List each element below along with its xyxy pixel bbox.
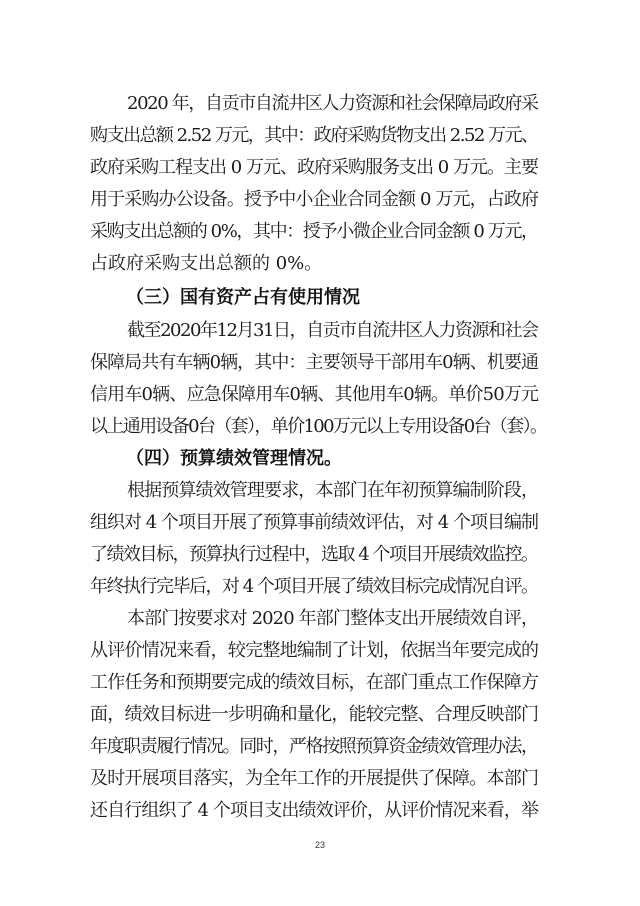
performance-p2-line-1: 本部门按要求对 2020 年部门整体支出开展绩效自评， (127, 608, 539, 629)
performance-p2-line-5: 年度职责履行情况。同时，严格按照预算资金绩效管理办法， (90, 736, 538, 757)
performance-p2-line-3: 工作任务和预期要完成的绩效目标，在部门重点工作保障方 (90, 672, 539, 693)
performance-p1-line-1: 根据预算绩效管理要求，本部门在年初预算编制阶段， (127, 480, 539, 501)
performance-p2-line-6: 及时开展项目落实，为全年工作的开展提供了保障。本部门 (90, 768, 539, 789)
assets-line-1: 截至2020年12月31日，自贡市自流井区人力资源和社会 (127, 320, 538, 341)
section-heading-assets: （三）国有资产占有使用情况 (126, 287, 360, 308)
assets-line-4: 以上通用设备0台（套），单价100万元以上专用设备0台（套）。 (90, 416, 547, 437)
procurement-line-1: 2020 年，自贡市自流井区人力资源和社会保障局政府采 (127, 93, 538, 114)
procurement-line-3: 政府采购工程支出 0 万元、政府采购服务支出 0 万元。主要 (90, 157, 538, 178)
procurement-line-5: 采购支出总额的 0%，其中：授予小微企业合同金额 0 万元， (90, 221, 538, 242)
performance-p2-line-4: 面，绩效目标进一步明确和量化，能较完整、合理反映部门 (90, 704, 539, 725)
section-heading-performance: （四）预算绩效管理情况。 (126, 448, 342, 469)
procurement-line-2: 购支出总额 2.52 万元，其中：政府采购货物支出 2.52 万元、 (90, 125, 538, 146)
performance-p1-line-2: 组织对 4 个项目开展了预算事前绩效评估，对 4 个项目编制 (90, 512, 538, 533)
assets-line-3: 信用车0辆、应急保障用车0辆、其他用车0辆。单价50万元 (90, 384, 539, 405)
performance-p1-line-4: 年终执行完毕后，对 4 个项目开展了绩效目标完成情况自评。 (90, 576, 538, 597)
performance-p2-line-2: 从评价情况来看，较完整地编制了计划，依据当年要完成的 (90, 640, 539, 661)
assets-line-2: 保障局共有车辆0辆，其中：主要领导干部用车0辆、机要通 (90, 352, 539, 373)
performance-p1-line-3: 了绩效目标，预算执行过程中，选取 4 个项目开展绩效监控。 (90, 544, 538, 565)
page-number: 23 (314, 840, 325, 850)
procurement-line-6: 占政府采购支出总额的 0%。 (90, 253, 323, 274)
procurement-line-4: 用于采购办公设备。授予中小企业合同金额 0 万元，占政府 (90, 189, 539, 210)
performance-p2-line-7: 还自行组织了 4 个项目支出绩效评价，从评价情况来看，举 (90, 800, 539, 821)
